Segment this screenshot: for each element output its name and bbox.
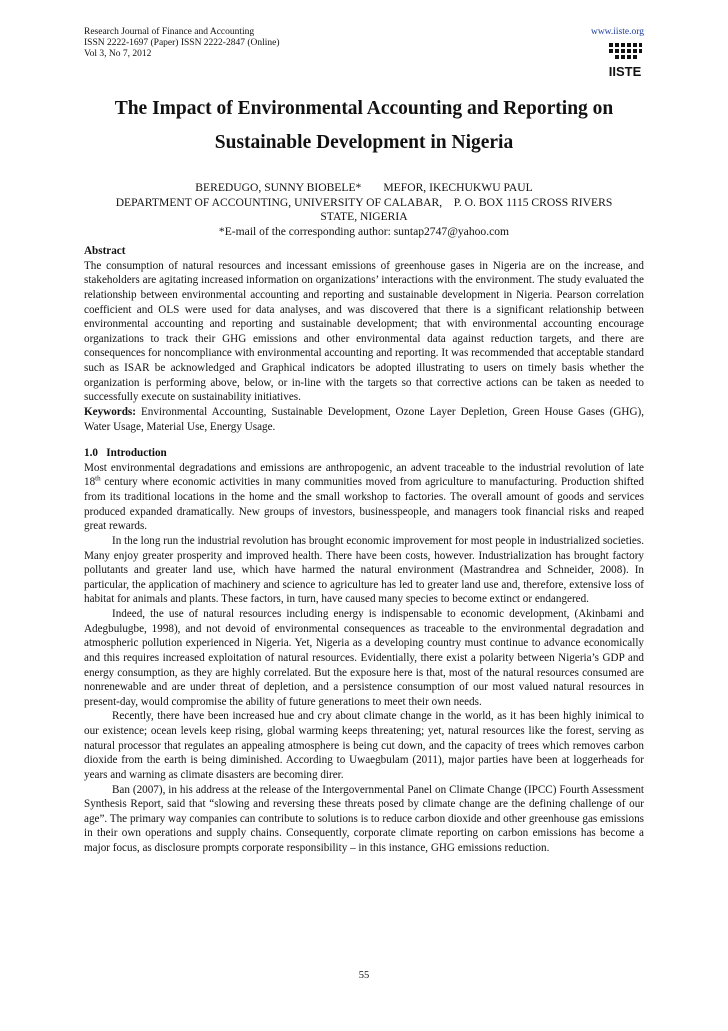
p1-part-b: century where economic activities in many communities moved from agriculture to manufacturing. Production shifted from its traditional locations in the home and the small workshop to factories. The overall amount of goods and services produced expanded dramatically. New groups of investors, businesspeople, and managers took financial risks and reaped great rewards. (84, 476, 644, 533)
keywords-label: Keywords: (84, 405, 136, 418)
iiste-logo (607, 43, 643, 79)
affiliation-line1: DEPARTMENT OF ACCOUNTING, UNIVERSITY OF CALABAR, P. O. BOX 1115 CROSS RIVERS (115, 195, 613, 209)
corresponding-email: *E-mail of the corresponding author: suntap2747@yahoo.com (218, 224, 510, 238)
author-block (84, 181, 644, 239)
paper-title-line1: The Impact of Environmental Accounting and Reporting on (114, 98, 614, 119)
journal-url-link[interactable]: www.iiste.org (590, 27, 644, 37)
author-1: BEREDUGO, SUNNY BIOBELE* (195, 181, 362, 194)
abstract-heading: Abstract (84, 245, 126, 257)
affiliation-line2: STATE, NIGERIA (320, 210, 408, 223)
introduction-heading: 1.0 Introduction (84, 447, 167, 460)
volume-line: Vol 3, No 7, 2012 (84, 49, 152, 59)
svg-text:IISTE: IISTE (608, 64, 642, 79)
introduction-paragraph-1 (84, 461, 644, 534)
page-number: 55 (358, 970, 370, 981)
keywords-line (84, 405, 644, 434)
issn-line: ISSN 2222-1697 (Paper) ISSN 2222-2847 (Online) (84, 38, 280, 48)
introduction-paragraph-4: Recently, there have been increased hue and cry about climate change in the world, as it has been highly inimical to our existence; ocean levels keep rising, global warming keeps threatening; yet, natural resources like the forest, serving as natural processor that regulates an appealing atmosphere is being cut down, and the capacity of trees which removes carbon dioxide from the earth is being diminished. According to Uwaegbulam (2011), major parties have been at loggerheads for years and warning as climate disasters are becoming direr. (84, 710, 644, 781)
paper-body (84, 244, 644, 856)
paper-title-line2: Sustainable Development in Nigeria (214, 132, 514, 153)
introduction-paragraph-2: In the long run the industrial revolution has brought economic improvement for most people in industrialized societies. Many enjoy greater prosperity and improved health. There have been costs, however. Industrialization has brought factory pollutants and greater land use, which have harmed the natural environment (Mastrandrea and Schneider, 2008). In particular, the application of machinery and science to agriculture has led to greater land use and, therefore, extensive loss of habitat for animals and plants. These factors, in turn, have caused many species to become extinct or endangered. (84, 534, 644, 606)
author-2: MEFOR, IKECHUKWU PAUL (383, 181, 533, 194)
p1-superscript: th (95, 474, 101, 483)
p1-part-a: Most environmental degradations and emissions are anthropogenic, an advent traceable to the industrial revolution of late 18 (84, 461, 644, 489)
introduction-paragraph-3: Indeed, the use of natural resources including energy is indispensable to economic development, (Akinbami and Adegbulugbe, 1998), and not devoid of environmental consequences as traceable to the environmental degradation and atmospheric pollution experienced in Nigeria. Yet, Nigeria as a developing country must continue to advance economically and this requires increased exploitation of natural resources. Evidentially, there exist a polarity between Nigeria’s GDP and energy consumption, as they are highly correlated. But the exposure here is that, most of the natural resources consumed are nonrenewable and are under threat of depletion, and a persistence consumption of our most valued natural resources in present-day, would compromise the ability of future generations to meet their own needs. (84, 608, 644, 708)
journal-name: Research Journal of Finance and Accounting (84, 27, 255, 37)
introduction-paragraph-5: Ban (2007), in his address at the release of the Intergovernmental Panel on Climate Change (IPCC) Fourth Assessment Synthesis Report, said that “slowing and reversing these threats posed by climate change are the defining challenge of our age”. The primary way companies can contribute to solutions is to reduce carbon dioxide and other greenhouse gas emissions in their own operations and supply chains. Consequently, corporate climate reporting on carbon emissions has become a major focus, as disclosure prompts corporate responsibility – in this instance, GHG emissions reduction. (84, 783, 644, 854)
abstract-text: The consumption of natural resources and incessant emissions of greenhouse gases in Nigeria are on the increase, and stakeholders are agitating increased information on organizations’ interactions with the environment. The study evaluated the relationship between environmental accounting and reporting and sustainable development in Nigeria. Pearson correlation coefficient and OLS were used for data analyses, and was discovered that there is a significant relationship between environmental accounting and reporting and sustainable development; that with environmental accounting encourage organizations to track their GHG emissions and other environmental data against reduction targets, and there are consequences for noncompliance with environmental accounting and reporting. It was recommended that acceptable standard such as ISAR be acknowledged and Graphical indicators be adopted illustrating to users on timely basis whether the organization is performing above, below, or in-line with the targets so that corrective actions can be taken as needed to successfully execute on sustainability initiatives. (84, 259, 644, 404)
paper-title (84, 92, 644, 160)
author-names (84, 181, 644, 196)
keywords-text: Environmental Accounting, Sustainable Development, Ozone Layer Depletion, Green House Gases (GHG), Water Usage, Material Use, Energy Usage. (84, 405, 644, 433)
journal-header (84, 27, 644, 60)
